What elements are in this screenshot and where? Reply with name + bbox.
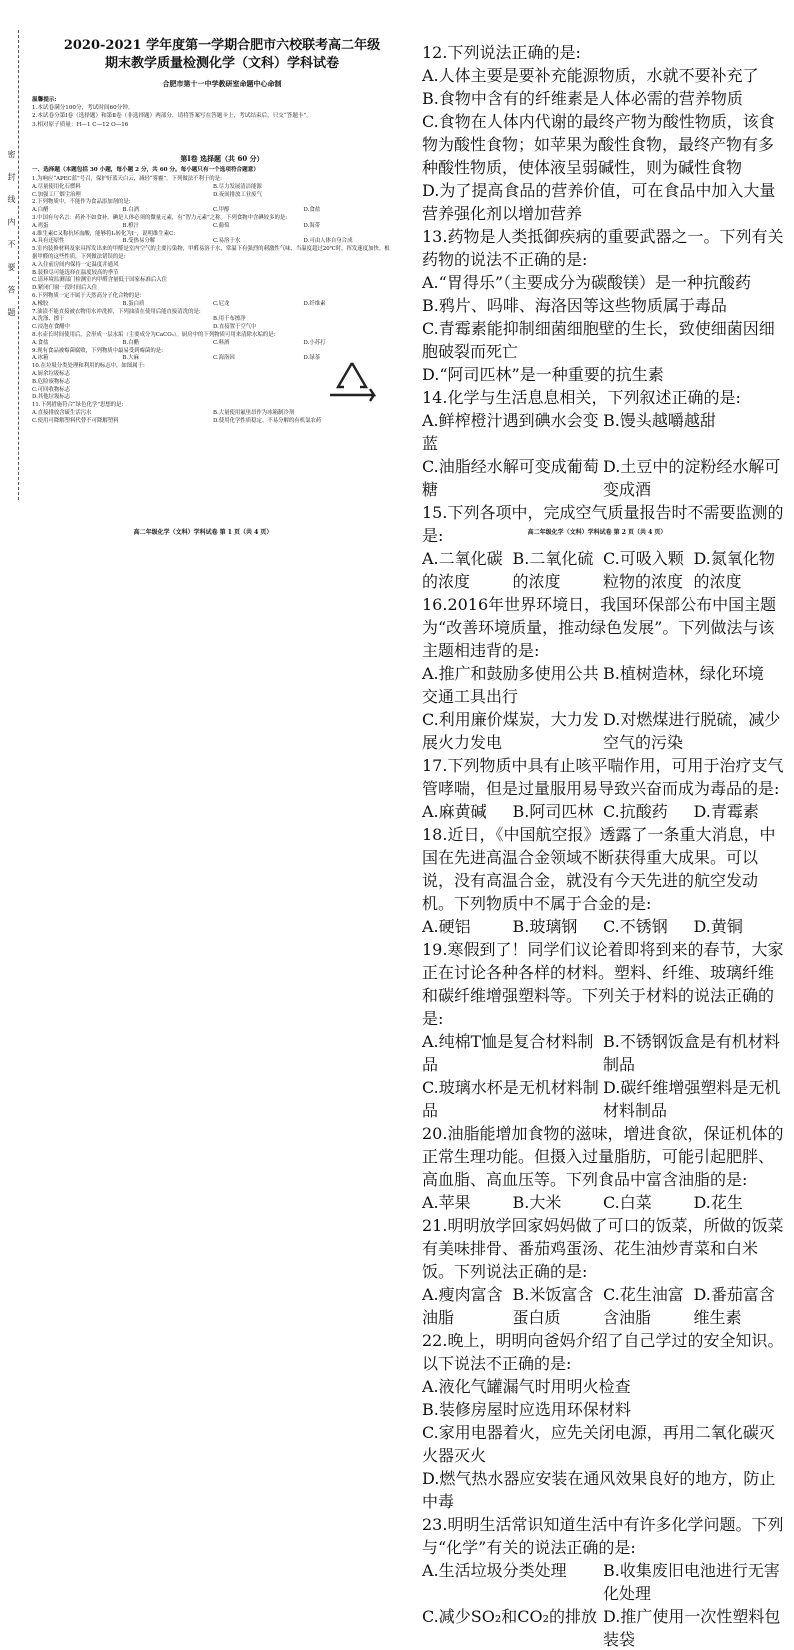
question-item (422, 1121, 784, 1213)
option-c: C.玻璃水杯是无机材料制品 (422, 1078, 599, 1120)
question-stem: 20.油脂能增加食物的滋味，增进食欲，保证机体的正常生理功能。但摄入过量脂肪，可能引起肥胖、高血脂、高血压等。下列食品中富含油脂的是: (422, 1124, 784, 1189)
option-a: A.洗涤、擦干 (32, 316, 65, 323)
left-question-list (32, 176, 394, 426)
option-b: B.白醋 (122, 339, 139, 346)
question-options (422, 1374, 784, 1512)
question-stem: 15.下列各项中，完成空气质量报告时不需要监测的是: (422, 503, 784, 545)
option-d: D.绿茶 (303, 355, 321, 362)
option-a: A.人体主要是要补充能源物质，水就不要补充了 (422, 66, 759, 85)
option-a: A.生活垃圾分类处理 (422, 1561, 567, 1580)
option-c: C.白菜 (603, 1193, 652, 1212)
question-item (32, 176, 394, 199)
question-stem: 21.明明放学回家妈妈做了可口的饭菜，所做的饭菜有美味排骨、番茄鸡蛋汤、花生油炒青菜和白米饭。下列说法正确的是: (422, 1216, 784, 1281)
question-stem: 14.化学与生活息息相关，下列叙述正确的是: (422, 388, 741, 407)
question-options (422, 63, 784, 224)
tips-line: 3.相对原子质量：H—1 C—12 O—16 (32, 121, 129, 128)
question-stem: 1.为响应“APEC蓝”号召，保护好蓝天白云，减轻“雾霾”。下列做法不利于的是: (32, 176, 222, 182)
option-a: A.橡胶 (32, 300, 49, 307)
question-options (422, 661, 784, 753)
question-options (32, 340, 394, 348)
option-c: C.加强工厂烟尘治理 (32, 191, 81, 198)
option-b: B.食物中含有的纤维素是人体必需的营养物质 (422, 89, 743, 108)
question-stem: 10.在垃圾分类处理和利用的标志中，如图属于: (32, 363, 145, 370)
option-b: B.不锈钢饭盒是有机材料制品 (603, 1032, 780, 1074)
question-options (32, 207, 394, 215)
option-d: D.为了提高食品的营养价值，可在食品中加入大量营养强化剂以增加营养 (422, 181, 776, 223)
question-stem: 2.下列物质中，不能作为食品添加剂的是: (32, 199, 131, 206)
option-a: A.入住前房间内保持一定温度并通风 (32, 261, 119, 268)
option-b: B.橙汁 (122, 222, 139, 229)
option-a: A.具有还原性 (32, 238, 65, 245)
question-options (32, 238, 394, 246)
question-options (422, 1029, 784, 1121)
footer-left: 高二年级化学（文科）学科试卷 第 1 页（共 4 页） (133, 529, 273, 536)
option-a: A.鸡蛋 (32, 222, 49, 229)
question-item (422, 822, 784, 937)
warm-tips (32, 96, 392, 129)
option-a: A.厨余垃圾标志 (32, 370, 70, 377)
option-d: D.推广使用一次性塑料包装袋 (603, 1607, 781, 1649)
option-a: A.“胃得乐”（主要成分为碳酸镁）是一种抗酸药 (422, 273, 752, 292)
question-stem: 18.近日，《中国航空报》透露了一条重大消息，中国在先进高温合金领域不断获得重大成果。可以说，没有高温合金，就没有今天先进的航空发动机。下列物质中不属于合金的是: (422, 825, 776, 913)
option-b: B.蛋白质 (122, 300, 145, 307)
option-c: C.不锈钢 (603, 917, 668, 936)
option-d: D.可由人体自身合成 (303, 238, 353, 245)
exam-title-line2: 期末教学质量检测化学（文科）学科试卷 (104, 56, 339, 71)
option-b: B.米饭富含蛋白质 (512, 1285, 594, 1327)
option-d: D.紧闭门窗一段时间后入住 (32, 285, 98, 292)
exam-subtitle: 合肥市第十一中学教研室命题中心命制 (162, 79, 282, 88)
option-b: B.白酒 (122, 207, 139, 214)
option-c: C.甲醇 (213, 207, 230, 214)
question-options (422, 914, 784, 937)
question-item (32, 402, 394, 425)
question-stem: 16.2016年世界环境日，我国环保部公布中国主题为“改善环境质量，推动绿色发展”。下列做法与该主题相违背的是: (422, 595, 777, 660)
option-b: B.大量使用氟里昂作为冰箱制冷剂 (213, 409, 295, 416)
option-b: B.大麻 (122, 355, 139, 362)
question-stem: 23.明明生活常识知道生活中有许多化学问题。下列与“化学”有关的说法正确的是: (422, 1515, 784, 1557)
question-options (32, 223, 394, 231)
question-item (32, 309, 394, 332)
option-a: A.瘦肉富含油脂 (422, 1285, 503, 1327)
binding-margin (0, 0, 24, 550)
option-a: A.尽量使用化石燃料 (32, 183, 81, 190)
question-options (32, 316, 394, 332)
question-options (422, 1190, 784, 1213)
question-options (32, 410, 394, 426)
question-item (422, 385, 784, 500)
question-options (32, 262, 394, 293)
question-item (422, 1512, 784, 1650)
recycle-arrows (330, 363, 374, 401)
question-stem: 7.油渍不能直接被衣物用水冲洗掉，下列油渍在使用后能直接清洗的是: (32, 308, 201, 315)
question-item (32, 332, 394, 348)
option-d: D.氮氧化物的浓度 (693, 549, 775, 591)
option-b: B.鸦片、吗啡、海洛因等这些物质属于毒品 (422, 296, 727, 315)
option-c: C.抗酸药 (603, 802, 668, 821)
tips-head: 温馨提示: (32, 97, 57, 103)
option-a: A.纯棉T恤是复合材料制品 (422, 1032, 594, 1074)
question-stem: 22.晚上，明明向爸妈介绍了自己学过的安全知识。以下说法不正确的是: (422, 1331, 784, 1373)
option-b: B.玻璃钢 (512, 917, 578, 936)
option-c: C.花生油富含油脂 (603, 1285, 684, 1327)
option-d: D.使用化学性质稳定、不易分解的有机氯农药 (213, 417, 322, 424)
option-b: B.大米 (512, 1193, 562, 1212)
question-stem: 6.下列物质一定不属于天然高分子化合物的是: (32, 292, 142, 299)
section1-title: 第Ⅰ卷 选择题（共 60 分） (180, 154, 264, 163)
option-d: D.海带 (303, 222, 321, 229)
option-d: D.黄铜 (693, 917, 743, 936)
option-d: D.碳纤维增强塑料是无机材料制品 (603, 1078, 781, 1120)
recycle-icon (322, 359, 382, 403)
question-item (422, 753, 784, 822)
option-c: C.青霉素能抑制细菌细胞壁的生长，致使细菌因细胞破裂而死亡 (422, 319, 775, 361)
footer-right: 高二年级化学（文科）学科试卷 第 2 页（共 4 页） (527, 529, 667, 536)
option-b: B.受热易分解 (122, 238, 156, 245)
question-stem: 11.下列措施符合“绿色化学”思想的是: (32, 402, 124, 409)
option-b: B.装修尽可能选择在温度较高的季节 (32, 269, 119, 276)
option-c: C.海洛因 (213, 355, 235, 362)
option-d: D.其他垃圾标志 (32, 394, 71, 401)
question-stem: 5.室内装修材料及家具挥发出来的甲醛是室内空气的主要污染物，甲醛易溶于水，常温下有强烈的刺激性气味，当温度超过20℃时，挥发速度加快。根据甲醛的这些性质，下列做法错误的是: (32, 246, 390, 260)
option-b: B.收集废旧电池进行无害化处理 (603, 1561, 780, 1603)
option-a: A.冰箱 (32, 355, 49, 362)
option-b: B.二氧化硫的浓度 (512, 549, 594, 591)
question-options (422, 799, 784, 822)
option-c: C.可吸入颗粒物的浓度 (603, 549, 684, 591)
option-a: A.苹果 (422, 1193, 471, 1212)
question-stem: 3.中国有句名言：药补不如食补。碘是人体必须的微量元素，有“智力元素”之称。下列食物中含碘较多的是: (32, 214, 288, 221)
option-c: C.减少SO₂和CO₂的排放 (422, 1607, 598, 1626)
question-item (422, 937, 784, 1121)
option-c: C.尼龙 (213, 300, 230, 307)
question-item (32, 293, 394, 309)
option-b: B.用干布擦净 (213, 316, 246, 323)
margin-text: 密 封 线 内 不 要 答 题 (7, 150, 16, 322)
option-d: D.“阿司匹林”是一种重要的抗生素 (422, 365, 664, 384)
option-c: C.浸泡在食醋中 (32, 324, 70, 331)
option-d: D.直接置于空气中 (213, 324, 257, 331)
option-b: B.装修房屋时应选用环保材料 (422, 1400, 631, 1419)
option-a: A.麻黄碱 (422, 802, 487, 821)
question-item (422, 224, 784, 385)
question-options (422, 1558, 784, 1650)
tips-line: 2.本试卷分第Ⅰ卷（选择题）和第Ⅱ卷（非选择题）两部分，请将答案写在答题卡上，考试结束后，只交“答题卡”。 (32, 113, 312, 120)
question-item (32, 199, 394, 215)
option-d: D.番茄富含维生素 (693, 1285, 775, 1327)
option-d: D.燃气热水器应安装在通风效果良好的地方，防止中毒 (422, 1469, 776, 1511)
option-d: D.土豆中的淀粉经水解可变成酒 (603, 457, 781, 499)
option-a: A.白醋 (32, 207, 49, 214)
option-b: B.馒头越嚼越甜 (603, 411, 716, 430)
question-item (422, 40, 784, 224)
option-d: D.花生 (693, 1193, 743, 1212)
question-options (422, 1282, 784, 1328)
option-a: A.食盐 (32, 339, 49, 346)
right-page (400, 0, 794, 1649)
option-b: B.尽力发展清洁能源 (213, 183, 262, 190)
option-b: B.危险废物标志 (32, 378, 71, 385)
option-a: A.硬铝 (422, 917, 471, 936)
option-c: C.使用可降解塑料代替不可降解塑料 (32, 417, 119, 424)
question-options (32, 301, 394, 309)
question-item (32, 246, 394, 293)
question-item (422, 1213, 784, 1328)
question-stem: 13.药物是人类抵御疾病的重要武器之一。下列有关药物的说法不正确的是: (422, 227, 784, 269)
question-item (32, 363, 394, 402)
option-b: B.阿司匹林 (512, 802, 594, 821)
option-d: D.对燃煤进行脱硫，减少空气的污染 (603, 710, 781, 752)
option-c: C.料酒 (213, 339, 230, 346)
option-d: D.夜间排放工业废气 (213, 191, 262, 198)
binding-dashed-line (18, 30, 19, 500)
question-item (422, 500, 784, 592)
option-a: A.直接排放含硫生活污水 (32, 409, 92, 416)
question-item (32, 215, 394, 231)
option-a: A.推广和鼓励多使用公共交通工具出行 (422, 664, 599, 706)
question-options (422, 408, 784, 500)
option-c: C.葡萄 (213, 222, 230, 229)
option-c: C.可回收物标志 (32, 386, 70, 393)
right-question-list (422, 40, 784, 1650)
option-a: A.鲜榨橙汁遇到碘水会变蓝 (422, 411, 599, 453)
option-d: D.青霉素 (693, 802, 759, 821)
question-item (422, 1328, 784, 1512)
question-options (32, 371, 231, 402)
option-d: D.纤维素 (303, 300, 326, 307)
option-c: C.请环境监测部门检测室内甲醛含量低于国家标准后入住 (32, 277, 168, 284)
question-item (32, 231, 394, 247)
question-stem: 9.现有食品被霉菌腐败，下列物质中最易受到霉菌的是: (32, 347, 163, 354)
option-c: C.家用电器着火，应先关闭电源，再用二氧化碳灭火器灭火 (422, 1423, 775, 1465)
option-d: D.食盐 (303, 207, 321, 214)
option-c: C.利用廉价煤炭，大力发展火力发电 (422, 710, 599, 752)
question-options (32, 184, 394, 200)
question-stem: 12.下列说法正确的是: (422, 43, 581, 62)
question-stem: 4.维生素C又称抗坏血酸，能够将I₂转化为I⁻，说明维生素C: (32, 230, 176, 237)
option-c: C.易溶于水 (213, 238, 241, 245)
question-options (422, 546, 784, 592)
option-b: B.植树造林，绿化环境 (603, 664, 764, 683)
option-c: C.油脂经水解可变成葡萄糖 (422, 457, 599, 499)
option-c: C.食物在人体内代谢的最终产物为酸性物质，该食物为酸性食物；如苹果为酸性食物，最终产物有多种酸性物质，使体液呈弱碱性，则为碱性食物 (422, 112, 775, 177)
question-stem: 8.水壶长时间使用后，会形成一层水垢（主要成分为CaCO₃）。厨房中的下列物质可用来清除水垢的是: (32, 331, 276, 338)
option-a: A.液化气罐漏气时用明火检查 (422, 1377, 631, 1396)
left-page (0, 0, 400, 550)
section1-desc: 一、选择题（本题包括 30 小题，每小题 2 分，共 60 分。每小题只有一个选项符合题意） (32, 167, 259, 173)
tips-line: 1.本试卷满分100分，考试时间60分钟。 (32, 105, 134, 112)
question-item (422, 592, 784, 753)
option-d: D.小苏打 (303, 339, 326, 346)
option-a: A.二氧化碳的浓度 (422, 549, 503, 591)
exam-title-line1: 2020-2021 学年度第一学期合肥市六校联考高二年级 (63, 38, 381, 53)
question-stem: 17.下列物质中具有止咳平喘作用，可用于治疗支气管哮喘，但是过量服用易导致兴奋而成为毒品的是: (422, 756, 784, 798)
question-stem: 19.寒假到了！同学们议论着即将到来的春节，大家正在讨论各种各样的材料。塑料、纤维、玻璃纤维和碳纤维增强塑料等。下列关于材料的说法正确的是: (422, 940, 784, 1028)
question-options (422, 270, 784, 385)
